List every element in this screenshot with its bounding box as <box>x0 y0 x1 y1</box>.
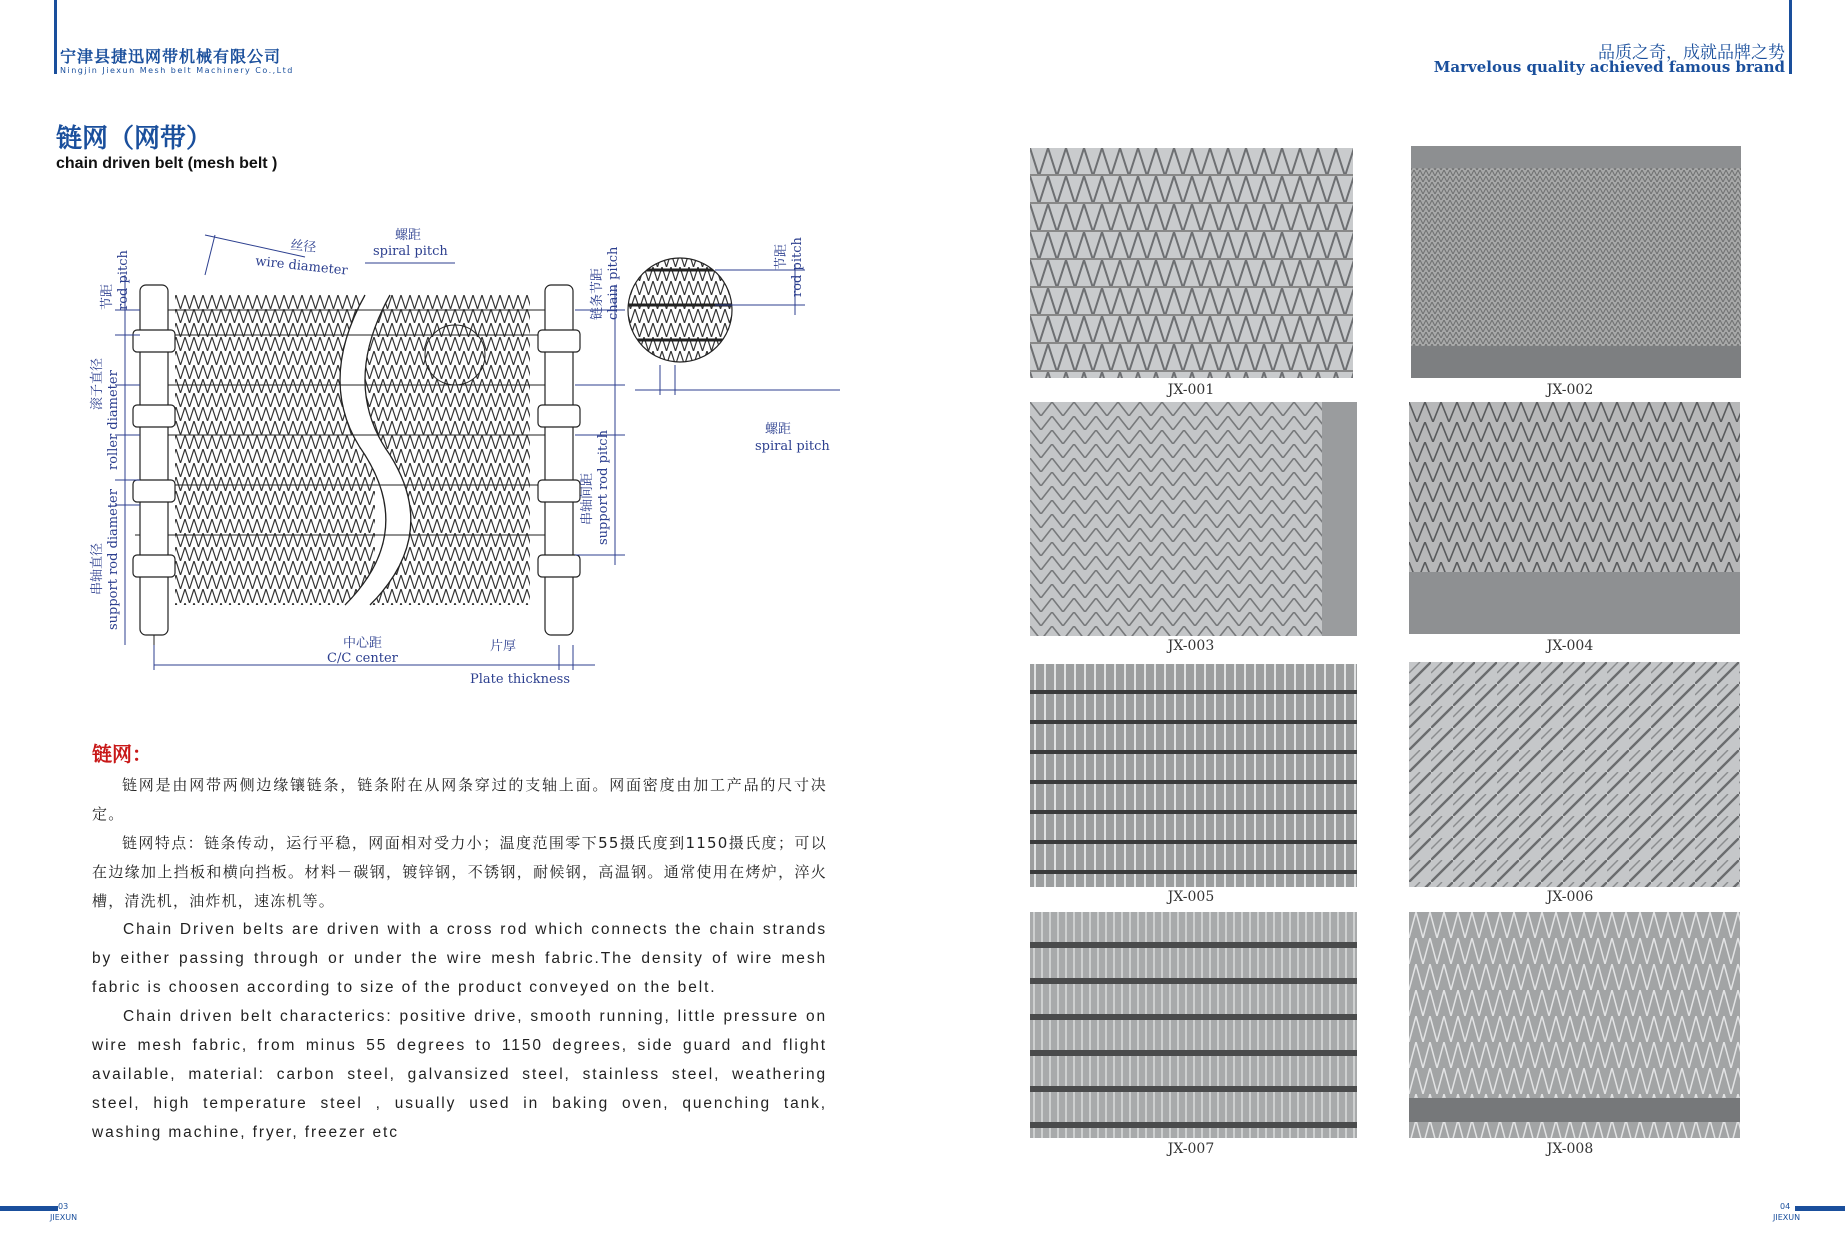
label-detail-spiral-pitch-cn: 螺距 <box>765 422 792 437</box>
label-support-rod-diameter-cn: 串轴直径 <box>90 542 105 595</box>
page-title-en: chain driven belt (mesh belt ) <box>56 155 278 172</box>
label-support-rod-diameter-en: support rod diameter <box>106 489 121 630</box>
section-heading: 链网： <box>92 742 152 766</box>
label-wire-diameter-cn: 丝径 <box>289 238 318 256</box>
caption-jx-007: JX-007 <box>1167 1141 1215 1157</box>
footer-right-brand: JIEXUN <box>1773 1213 1801 1222</box>
paragraph-cn-1: 链网是由网带两侧边缘镶链条，链条附在从网条穿过的支轴上面。网面密度由加工产品的尺寸决定。 <box>92 776 827 823</box>
footer-left-brand: JIEXUN <box>50 1213 78 1222</box>
paragraph-en-1: Chain Driven belts are driven with a cross rod which connects the chain strands by either passing through or under the wire mesh fabric.The density of wire mesh fabric is choosen according to size of the product conveyed on the belt. <box>92 921 827 996</box>
caption-jx-001: JX-001 <box>1167 382 1215 398</box>
label-cc-center-cn: 中心距 <box>343 636 383 651</box>
label-wire-diameter-en: wire diameter <box>254 254 349 279</box>
label-chain-pitch-en: chain pitch <box>606 246 621 320</box>
paragraph-en-2: Chain driven belt characterics: positive drive, smooth running, little pressure on wire mesh fabric, from minus 55 degrees to 1150 degrees, side guard and flight available, material: carbon steel, galvansized steel, stainless steel, weathering steel, high temperature steel , usually used in baking oven, quenching tank, washing machine, fryer, freezer etc <box>92 1008 827 1141</box>
header-left-rule <box>54 0 57 74</box>
caption-jx-006: JX-006 <box>1546 889 1594 905</box>
footer-right-bar <box>1795 1206 1845 1211</box>
photo-jx-004 <box>1409 402 1740 634</box>
caption-jx-008: JX-008 <box>1546 1141 1594 1157</box>
caption-jx-005: JX-005 <box>1167 889 1215 905</box>
paragraph-cn-2: 链网特点：链条传动，运行平稳，网面相对受力小；温度范围零下55摄氏度到1150摄氏度；可以在边缘加上挡板和横向挡板。材料－碳钢，镀锌钢，不锈钢，耐候钢，高温钢。通常使用在烤炉，淬火槽，清洗机，油炸机，速冻机等。 <box>92 834 827 910</box>
label-support-rod-pitch-cn: 串轴间距 <box>580 472 595 525</box>
photo-jx-003 <box>1030 402 1357 636</box>
footer-right-page-number: 04 <box>1780 1202 1791 1211</box>
page-title-cn: 链网（网带） <box>56 124 213 154</box>
photo-jx-007 <box>1030 912 1357 1138</box>
label-spiral-pitch-cn: 螺距 <box>395 228 422 243</box>
caption-jx-004: JX-004 <box>1546 638 1594 654</box>
label-detail-rod-pitch-en: rod pitch <box>790 237 805 297</box>
chain-belt-diagram <box>90 225 855 695</box>
label-rod-pitch-en: rod pitch <box>116 250 131 310</box>
label-roller-diameter-cn: 滚子直径 <box>90 357 105 410</box>
company-name-cn: 宁津县捷迅网带机械有限公司 <box>60 47 282 66</box>
label-rod-pitch-cn: 节距 <box>100 283 115 310</box>
label-spiral-pitch-en: spiral pitch <box>373 244 448 259</box>
photo-jx-006 <box>1409 662 1740 887</box>
caption-jx-003: JX-003 <box>1167 638 1215 654</box>
footer-left-bar <box>0 1206 58 1211</box>
label-chain-pitch-cn: 链条节距 <box>590 267 605 320</box>
label-support-rod-pitch-en: support rod pitch <box>596 430 611 545</box>
company-name-en: Ningjin Jiexun Mesh belt Machinery Co.,Ltd <box>60 66 294 75</box>
slogan-cn: 品质之奇，成就品牌之势 <box>1598 43 1785 63</box>
photo-jx-002 <box>1411 146 1741 378</box>
label-detail-rod-pitch-cn: 节距 <box>774 243 789 270</box>
photo-jx-001 <box>1030 148 1353 378</box>
caption-jx-002: JX-002 <box>1546 382 1594 398</box>
label-detail-spiral-pitch-en: spiral pitch <box>755 439 830 454</box>
footer-left-page-number: 03 <box>58 1202 69 1211</box>
label-cc-center-en: C/C center <box>327 651 398 666</box>
slogan-en: Marvelous quality achieved famous brand <box>1433 58 1785 76</box>
photo-jx-005 <box>1030 664 1357 887</box>
label-plate-thickness-en: Plate thickness <box>470 672 571 687</box>
label-roller-diameter-en: roller diameter <box>106 370 121 470</box>
photo-jx-008 <box>1409 912 1740 1138</box>
header-right-rule <box>1789 0 1792 74</box>
label-plate-thickness-cn: 片厚 <box>490 639 517 654</box>
